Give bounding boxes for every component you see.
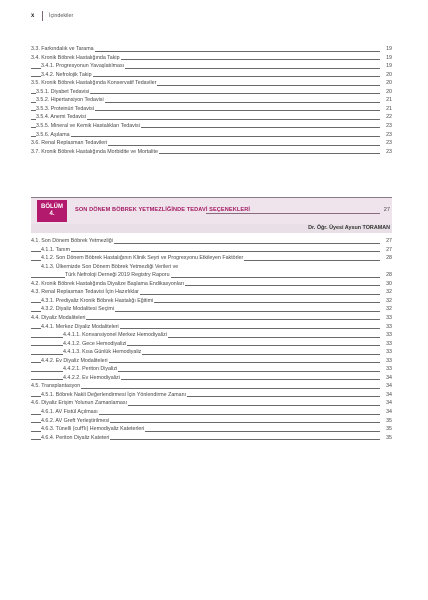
toc-entry-page: 35	[380, 425, 392, 433]
toc-entry[interactable]	[31, 331, 392, 339]
toc-entry-page: 20	[380, 79, 392, 87]
toc-entry-label: Türk Nefroloji Derneği 2019 Registry Raporu	[65, 272, 170, 279]
toc-entry-page: 33	[380, 340, 392, 348]
toc-entry-page: 23	[380, 131, 392, 139]
toc-entry[interactable]	[31, 305, 392, 313]
chapter-badge-label: BÖLÜM	[41, 203, 63, 210]
chapter-title: SON DÖNEM BÖBREK YETMEZLİĞİNDE TEDAVİ SEÇENEKLERİ	[75, 207, 251, 213]
toc-entry-label: 3.4.2. Nefrolojik Takip	[41, 71, 92, 78]
toc-entry-page: 35	[380, 417, 392, 425]
toc-entry-label: 3.5.5. Mineral ve Kemik Hastalıkları Tedavisi	[36, 122, 140, 129]
toc-entry[interactable]	[31, 314, 392, 322]
toc-entry-label: 4.3.1. Prediyaliz Kronik Böbrek Hastalığı Eğitimi	[41, 297, 154, 304]
toc-entry-label: 4.6. Diyaliz Erişim Yolunun Zamanlaması	[31, 400, 127, 407]
toc-entry[interactable]	[31, 271, 392, 279]
toc-entry-page: 21	[380, 105, 392, 113]
toc-entry-page: 33	[380, 357, 392, 365]
toc-entry-label: 3.5.6. Aşılama	[36, 131, 70, 138]
toc-entry[interactable]	[31, 340, 392, 348]
header-title: İçindekiler	[49, 13, 74, 19]
toc-entry[interactable]	[31, 365, 392, 373]
toc-entry-label: 4.4.1.1. Konvansiyonel Merkez Hemodiyalizi	[63, 332, 167, 339]
toc-entry[interactable]	[31, 297, 392, 305]
toc-entry-label: 3.4.1. Progresyonun Yavaşlatılması	[41, 63, 125, 70]
toc-entry-label: 4.4.1. Merkez Diyaliz Modaliteleri	[41, 323, 119, 330]
toc-entry-page: 34	[380, 408, 392, 416]
toc-entry-page: 27	[380, 246, 392, 254]
toc-entry-page: 32	[380, 288, 392, 296]
toc-entry-label: 4.4. Diyaliz Modaliteleri	[31, 314, 86, 321]
toc-entry-label: 4.2. Kronik Böbrek Hastalığında Diyalize Başlama Endikasyonları	[31, 280, 185, 287]
toc-entry-page: 34	[380, 391, 392, 399]
toc-entry-label: 4.4.2. Ev Diyaliz Modaliteleri	[41, 357, 108, 364]
toc-entry-page: 34	[380, 382, 392, 390]
toc-entry-label: 3.4. Kronik Böbrek Hastalığında Takip	[31, 54, 120, 61]
toc-entry-label: 4.3. Renal Replasman Tedavisi İçin Hazırlıklar	[31, 289, 139, 296]
toc-entry-page: 28	[380, 254, 392, 262]
toc-entry-label: 4.1.1. Tanım	[41, 246, 71, 253]
toc-entry-page: 20	[380, 88, 392, 96]
toc-entry-page: 19	[380, 54, 392, 62]
toc-entry-page: 35	[380, 434, 392, 442]
toc-entry-label: 4.6.1. AV Fistül Açılması	[41, 409, 98, 415]
toc-entry-label: 4.5.1. Böbrek Nakli Değerlendirmesi İçin Yönlendirme Zamanı	[41, 391, 187, 398]
toc-entry[interactable]	[31, 408, 392, 416]
toc-entry-page: 20	[380, 71, 392, 79]
toc-entry-page: 33	[380, 365, 392, 373]
toc-entry-label: 4.4.1.3. Kısa Günlük Hemodiyaliz	[63, 349, 142, 356]
toc-entry-page: 33	[380, 331, 392, 339]
toc-entry-page: 32	[380, 305, 392, 313]
toc-entry[interactable]	[31, 263, 392, 271]
toc-entry[interactable]	[31, 417, 392, 425]
toc-entry-page: 30	[380, 280, 392, 288]
toc-entry-label: 4.4.1.2. Gece Hemodiyalizi	[63, 340, 127, 347]
toc-entry[interactable]	[31, 280, 392, 288]
toc-leader-dots	[31, 388, 382, 389]
toc-leader-dots	[31, 251, 382, 252]
toc-entry-label: 3.5. Kronik Böbrek Hastalığında Konservatif Tedaviler	[31, 80, 157, 87]
toc-entry-page: 23	[380, 139, 392, 147]
toc-entry-label: 4.3.2. Diyaliz Modalitesi Seçimi	[41, 306, 115, 313]
toc-entry-label: 3.7. Kronik Böbrek Hastalığında Morbidite ve Mortalite	[31, 148, 158, 155]
toc-entry[interactable]	[31, 254, 392, 262]
toc-entry-page: 33	[380, 323, 392, 331]
toc-entry-label: 4.1.3. Ülkemizde Son Dönem Böbrek Yetmezliği Verileri ve	[41, 263, 179, 270]
toc-entry-label: 4.6.2. AV Greft Yerleştirilmesi	[41, 417, 110, 424]
toc-section-bottom	[31, 0, 392, 600]
toc-entry-page: 23	[380, 148, 392, 156]
toc-entry-page: 22	[380, 113, 392, 121]
toc-entry-label: 4.6.3. Tünelli (cuff'lı) Hemodiyaliz Kateterleri	[41, 426, 145, 433]
toc-entry-page: 34	[380, 374, 392, 382]
toc-entry[interactable]	[31, 399, 392, 407]
toc-entry[interactable]	[31, 374, 392, 382]
toc-entry[interactable]	[31, 357, 392, 365]
toc-entry[interactable]	[31, 348, 392, 356]
toc-entry-page: 19	[380, 62, 392, 70]
toc-entry[interactable]	[31, 323, 392, 331]
toc-entry-page: 34	[380, 399, 392, 407]
toc-entry-label: 3.5.2. Hipertansiyon Tedavisi	[36, 97, 104, 104]
toc-entry-label: 4.1.2. Son Dönem Böbrek Hastalığının Klinik Seyri ve Progresyonu Etkileyen Faktörler	[41, 255, 244, 262]
toc-entry-label: 3.5.3. Proteinüri Tedavisi	[36, 105, 94, 112]
toc-entry-label: 3.3. Farkındalık ve Tarama	[31, 46, 94, 52]
toc-entry-page: 32	[380, 297, 392, 305]
toc-entry[interactable]	[31, 237, 392, 245]
toc-entry[interactable]	[31, 246, 392, 254]
toc-entry-label: 4.4.2.1. Periton Diyalizi	[63, 366, 118, 373]
toc-entry-page: 27	[380, 237, 392, 245]
toc-entry-label: 3.5.1. Diyabet Tedavisi	[36, 88, 90, 95]
toc-entry-label: 4.6.4. Periton Diyaliz Kateteri	[41, 434, 110, 441]
toc-entry[interactable]	[31, 434, 392, 442]
toc-entry[interactable]	[31, 288, 392, 296]
toc-entry-page: 23	[380, 122, 392, 130]
toc-entry[interactable]	[31, 425, 392, 433]
toc-entry-label: 4.4.2.2. Ev Hemodiyalizi	[63, 374, 120, 381]
chapter-author-name: Dr. Öğr. Üyesi Aysun TORAMAN	[308, 225, 390, 231]
toc-entry-page: 19	[380, 45, 392, 53]
toc-entry-label: 3.6. Renal Replasman Tedavileri	[31, 140, 108, 147]
toc-entry-label: 3.5.4. Anemi Tedavisi	[36, 114, 86, 121]
toc-entry-page: 33	[380, 314, 392, 322]
page-number: x	[31, 13, 35, 19]
toc-entry-page: 21	[380, 96, 392, 104]
toc-entry-label: 4.5. Transplantasyon	[31, 383, 81, 390]
toc-entry[interactable]	[31, 382, 392, 390]
chapter-page-number: 27	[383, 207, 390, 213]
toc-entry-label: 4.1. Son Dönem Böbrek Yetmezliği	[31, 238, 113, 244]
toc-entry[interactable]	[31, 391, 392, 399]
toc-entry-page: 33	[380, 348, 392, 356]
chapter-badge-number: 4.	[49, 211, 55, 217]
toc-entry-page: 28	[380, 271, 392, 279]
